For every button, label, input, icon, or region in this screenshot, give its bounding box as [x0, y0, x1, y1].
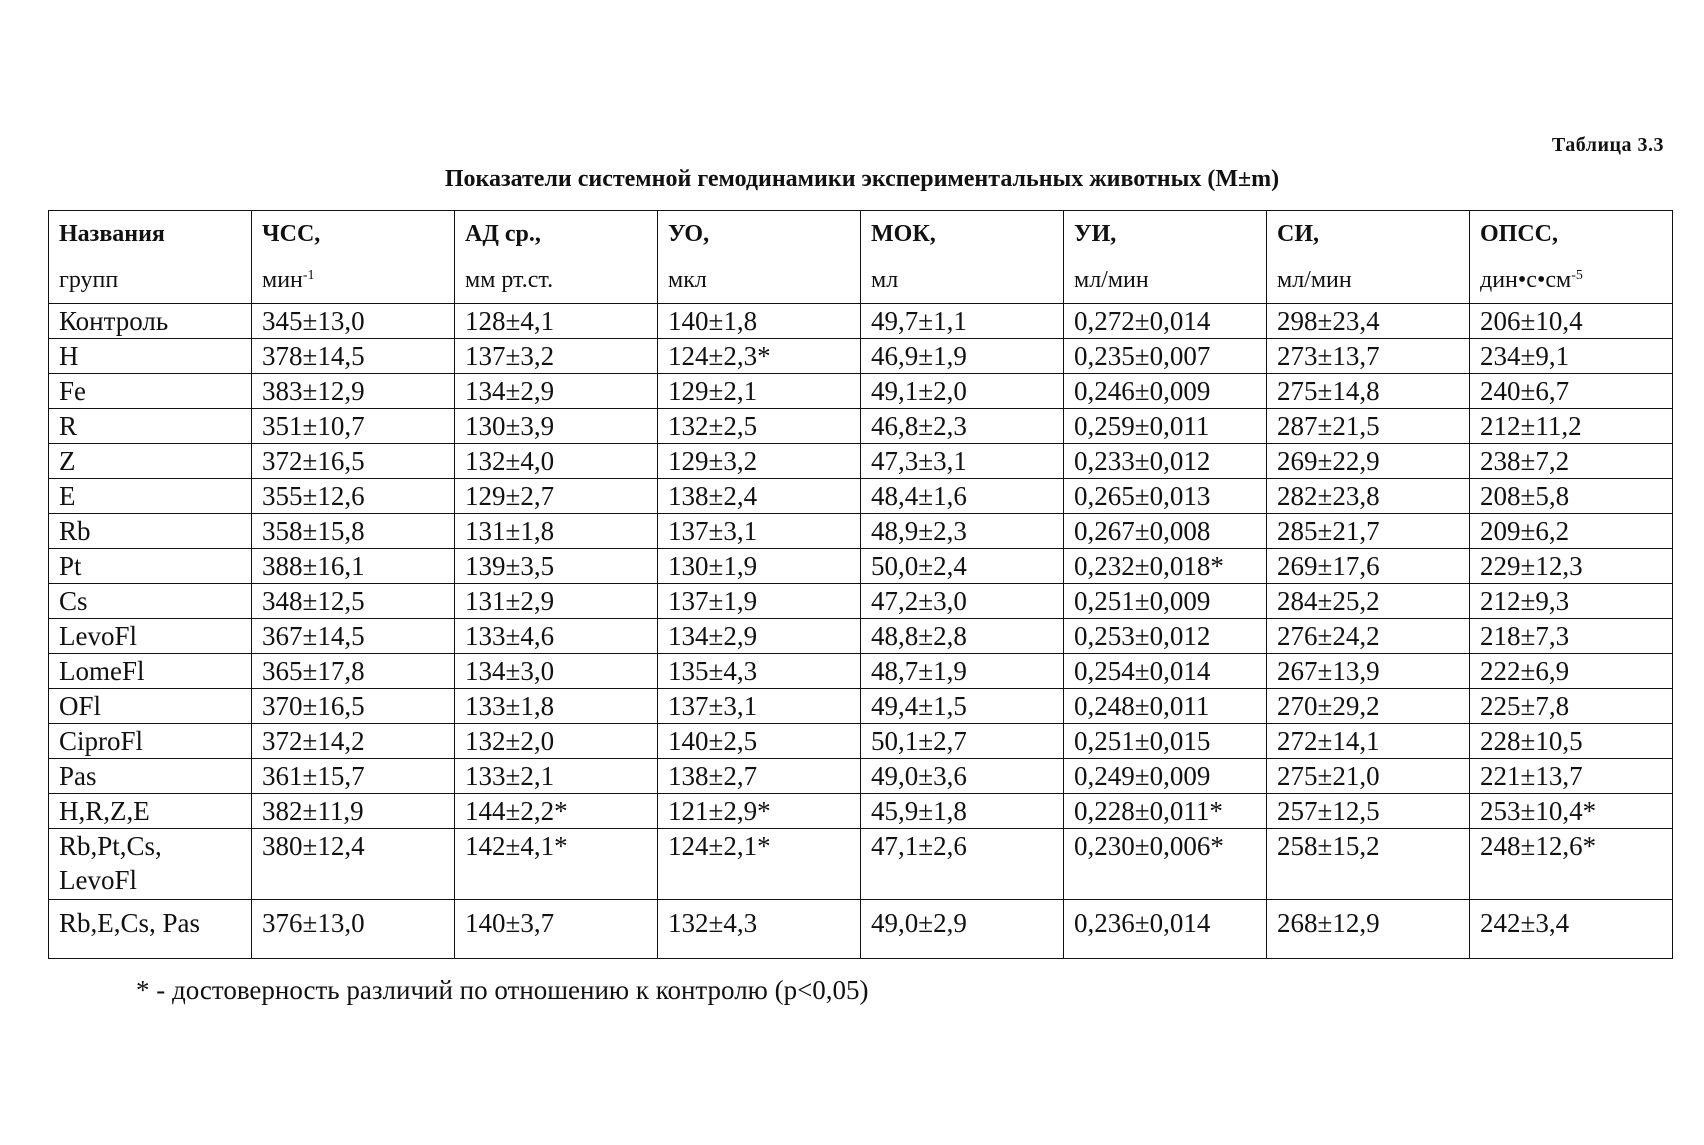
value-cell: 208±5,8: [1470, 479, 1673, 514]
table-header: [49, 211, 1673, 304]
group-name-cell: H,R,Z,E: [49, 794, 252, 829]
value-cell: 238±7,2: [1470, 444, 1673, 479]
value-cell: 47,3±3,1: [861, 444, 1064, 479]
value-cell: 138±2,4: [658, 479, 861, 514]
value-cell: 50,0±2,4: [861, 549, 1064, 584]
column-header: [1064, 211, 1267, 304]
value-cell: 137±3,1: [658, 514, 861, 549]
group-name-cell: E: [49, 479, 252, 514]
value-cell: 0,251±0,015: [1064, 724, 1267, 759]
value-cell: 276±24,2: [1267, 619, 1470, 654]
value-cell: 48,4±1,6: [861, 479, 1064, 514]
value-cell: 376±13,0: [252, 900, 455, 959]
value-cell: 45,9±1,8: [861, 794, 1064, 829]
value-cell: 0,251±0,009: [1064, 584, 1267, 619]
value-cell: 49,7±1,1: [861, 304, 1064, 339]
value-cell: 270±29,2: [1267, 689, 1470, 724]
unit-text: мл: [871, 267, 899, 293]
column-header-title: УО,: [668, 221, 710, 247]
value-cell: 130±3,9: [455, 409, 658, 444]
unit-exponent: -1: [302, 268, 315, 283]
value-cell: 0,246±0,009: [1064, 374, 1267, 409]
value-cell: 372±16,5: [252, 444, 455, 479]
value-cell: 139±3,5: [455, 549, 658, 584]
column-header-unit: [59, 257, 241, 303]
value-cell: 218±7,3: [1470, 619, 1673, 654]
value-cell: 134±2,9: [455, 374, 658, 409]
value-cell: 269±17,6: [1267, 549, 1470, 584]
value-cell: 0,272±0,014: [1064, 304, 1267, 339]
value-cell: 221±13,7: [1470, 759, 1673, 794]
value-cell: 361±15,7: [252, 759, 455, 794]
value-cell: 137±3,2: [455, 339, 658, 374]
value-cell: 46,8±2,3: [861, 409, 1064, 444]
value-cell: 365±17,8: [252, 654, 455, 689]
value-cell: 355±12,6: [252, 479, 455, 514]
column-header-title: ОПСС,: [1480, 221, 1558, 247]
value-cell: 228±10,5: [1470, 724, 1673, 759]
column-header-title: СИ,: [1277, 221, 1319, 247]
group-name-cell: Z: [49, 444, 252, 479]
value-cell: 380±12,4: [252, 829, 455, 900]
table-row: [49, 584, 1673, 619]
group-name-cell: Rb,E,Cs, Pas: [49, 900, 252, 959]
value-cell: 49,4±1,5: [861, 689, 1064, 724]
value-cell: 134±3,0: [455, 654, 658, 689]
value-cell: 212±9,3: [1470, 584, 1673, 619]
value-cell: 128±4,1: [455, 304, 658, 339]
column-header-title: МОК,: [871, 221, 936, 247]
value-cell: 137±1,9: [658, 584, 861, 619]
column-header: [1267, 211, 1470, 304]
value-cell: 133±1,8: [455, 689, 658, 724]
column-header: [1470, 211, 1673, 304]
value-cell: 132±2,5: [658, 409, 861, 444]
value-cell: 46,9±1,9: [861, 339, 1064, 374]
value-cell: 0,259±0,011: [1064, 409, 1267, 444]
table-row: [49, 549, 1673, 584]
table-row: [49, 900, 1673, 959]
value-cell: 272±14,1: [1267, 724, 1470, 759]
group-name-cell: LomeFl: [49, 654, 252, 689]
value-cell: 298±23,4: [1267, 304, 1470, 339]
value-cell: 48,7±1,9: [861, 654, 1064, 689]
value-cell: 222±6,9: [1470, 654, 1673, 689]
unit-text: мин: [262, 267, 303, 293]
table-row: [49, 409, 1673, 444]
table-row: [49, 619, 1673, 654]
group-name-cell: Cs: [49, 584, 252, 619]
value-cell: 267±13,9: [1267, 654, 1470, 689]
value-cell: 367±14,5: [252, 619, 455, 654]
value-cell: 0,236±0,014: [1064, 900, 1267, 959]
group-name-cell: R: [49, 409, 252, 444]
footnote: * - достоверность различий по отношению к контролю (р<0,05): [136, 975, 869, 1005]
unit-text: групп: [59, 267, 119, 293]
column-header-unit: [1074, 257, 1256, 303]
value-cell: 268±12,9: [1267, 900, 1470, 959]
value-cell: 129±2,1: [658, 374, 861, 409]
value-cell: 138±2,7: [658, 759, 861, 794]
value-cell: 135±4,3: [658, 654, 861, 689]
value-cell: 275±21,0: [1267, 759, 1470, 794]
value-cell: 273±13,7: [1267, 339, 1470, 374]
column-header-unit: [668, 257, 850, 303]
value-cell: 0,253±0,012: [1064, 619, 1267, 654]
unit-text: дин•с•см: [1480, 267, 1572, 293]
value-cell: 209±6,2: [1470, 514, 1673, 549]
value-cell: 242±3,4: [1470, 900, 1673, 959]
value-cell: 142±4,1*: [455, 829, 658, 900]
value-cell: 257±12,5: [1267, 794, 1470, 829]
value-cell: 383±12,9: [252, 374, 455, 409]
column-header-unit: [262, 257, 444, 303]
value-cell: 372±14,2: [252, 724, 455, 759]
value-cell: 131±2,9: [455, 584, 658, 619]
table-row: [49, 479, 1673, 514]
table-row: [49, 374, 1673, 409]
value-cell: 47,2±3,0: [861, 584, 1064, 619]
value-cell: 0,267±0,008: [1064, 514, 1267, 549]
value-cell: 348±12,5: [252, 584, 455, 619]
value-cell: 258±15,2: [1267, 829, 1470, 900]
unit-exponent: -5: [1571, 268, 1583, 283]
value-cell: 132±2,0: [455, 724, 658, 759]
value-cell: 229±12,3: [1470, 549, 1673, 584]
table-row: [49, 689, 1673, 724]
value-cell: 132±4,0: [455, 444, 658, 479]
value-cell: 132±4,3: [658, 900, 861, 959]
table-row: [49, 794, 1673, 829]
value-cell: 0,230±0,006*: [1064, 829, 1267, 900]
value-cell: 206±10,4: [1470, 304, 1673, 339]
value-cell: 0,249±0,009: [1064, 759, 1267, 794]
value-cell: 382±11,9: [252, 794, 455, 829]
group-name-cell: H: [49, 339, 252, 374]
column-header-title: ЧСС,: [262, 221, 321, 247]
value-cell: 49,1±2,0: [861, 374, 1064, 409]
group-name-cell: Rb: [49, 514, 252, 549]
value-cell: 370±16,5: [252, 689, 455, 724]
value-cell: 0,254±0,014: [1064, 654, 1267, 689]
column-header: [252, 211, 455, 304]
table-row: [49, 654, 1673, 689]
table-row: [49, 444, 1673, 479]
table-title: Показатели системной гемодинамики экспериментальных животных (M±m): [444, 166, 1280, 192]
value-cell: 48,8±2,8: [861, 619, 1064, 654]
table-row: [49, 514, 1673, 549]
value-cell: 345±13,0: [252, 304, 455, 339]
value-cell: 240±6,7: [1470, 374, 1673, 409]
value-cell: 124±2,3*: [658, 339, 861, 374]
value-cell: 285±21,7: [1267, 514, 1470, 549]
unit-text: мм рт.ст.: [465, 267, 554, 293]
group-name-cell: Rb,Pt,Cs, LevoFl: [49, 829, 252, 900]
column-header: [658, 211, 861, 304]
group-name-cell: LevoFl: [49, 619, 252, 654]
value-cell: 234±9,1: [1470, 339, 1673, 374]
value-cell: 49,0±3,6: [861, 759, 1064, 794]
unit-text: мл/мин: [1074, 267, 1149, 293]
table-row: [49, 829, 1673, 900]
value-cell: 129±3,2: [658, 444, 861, 479]
column-header-title: АД ср.,: [465, 221, 541, 247]
value-cell: 269±22,9: [1267, 444, 1470, 479]
column-header-unit: [465, 257, 647, 303]
value-cell: 144±2,2*: [455, 794, 658, 829]
table-row: [49, 304, 1673, 339]
value-cell: 121±2,9*: [658, 794, 861, 829]
column-header: [455, 211, 658, 304]
value-cell: 133±4,6: [455, 619, 658, 654]
value-cell: 133±2,1: [455, 759, 658, 794]
group-name-cell: CiproFl: [49, 724, 252, 759]
value-cell: 140±3,7: [455, 900, 658, 959]
unit-text: мл/мин: [1277, 267, 1352, 293]
column-header-unit: [1277, 257, 1459, 303]
value-cell: 358±15,8: [252, 514, 455, 549]
table-body: [49, 304, 1673, 959]
value-cell: 0,232±0,018*: [1064, 549, 1267, 584]
value-cell: 48,9±2,3: [861, 514, 1064, 549]
value-cell: 248±12,6*: [1470, 829, 1673, 900]
value-cell: 124±2,1*: [658, 829, 861, 900]
value-cell: 351±10,7: [252, 409, 455, 444]
value-cell: 287±21,5: [1267, 409, 1470, 444]
column-header: [861, 211, 1064, 304]
value-cell: 0,248±0,011: [1064, 689, 1267, 724]
value-cell: 275±14,8: [1267, 374, 1470, 409]
value-cell: 129±2,7: [455, 479, 658, 514]
hemodynamics-table: [48, 210, 1673, 959]
group-name-cell: Pas: [49, 759, 252, 794]
table-row: [49, 724, 1673, 759]
value-cell: 284±25,2: [1267, 584, 1470, 619]
value-cell: 0,233±0,012: [1064, 444, 1267, 479]
value-cell: 49,0±2,9: [861, 900, 1064, 959]
table-row: [49, 759, 1673, 794]
unit-text: мкл: [668, 267, 707, 293]
value-cell: 253±10,4*: [1470, 794, 1673, 829]
column-header: [49, 211, 252, 304]
value-cell: 50,1±2,7: [861, 724, 1064, 759]
group-name-cell: Pt: [49, 549, 252, 584]
group-name-cell: OFl: [49, 689, 252, 724]
table-row: [49, 339, 1673, 374]
value-cell: 140±2,5: [658, 724, 861, 759]
value-cell: 134±2,9: [658, 619, 861, 654]
column-header-unit: [871, 257, 1053, 303]
column-header-title: Названия: [59, 221, 165, 247]
value-cell: 137±3,1: [658, 689, 861, 724]
value-cell: 0,228±0,011*: [1064, 794, 1267, 829]
header-row: [49, 211, 1673, 304]
table-number-label: Таблица 3.3: [1551, 134, 1664, 156]
group-name-cell: Fe: [49, 374, 252, 409]
value-cell: 130±1,9: [658, 549, 861, 584]
value-cell: 0,235±0,007: [1064, 339, 1267, 374]
value-cell: 0,265±0,013: [1064, 479, 1267, 514]
value-cell: 282±23,8: [1267, 479, 1470, 514]
value-cell: 140±1,8: [658, 304, 861, 339]
value-cell: 47,1±2,6: [861, 829, 1064, 900]
value-cell: 212±11,2: [1470, 409, 1673, 444]
column-header-unit: [1480, 257, 1662, 303]
value-cell: 388±16,1: [252, 549, 455, 584]
value-cell: 378±14,5: [252, 339, 455, 374]
value-cell: 131±1,8: [455, 514, 658, 549]
column-header-title: УИ,: [1074, 221, 1117, 247]
group-name-cell: Контроль: [49, 304, 252, 339]
value-cell: 225±7,8: [1470, 689, 1673, 724]
